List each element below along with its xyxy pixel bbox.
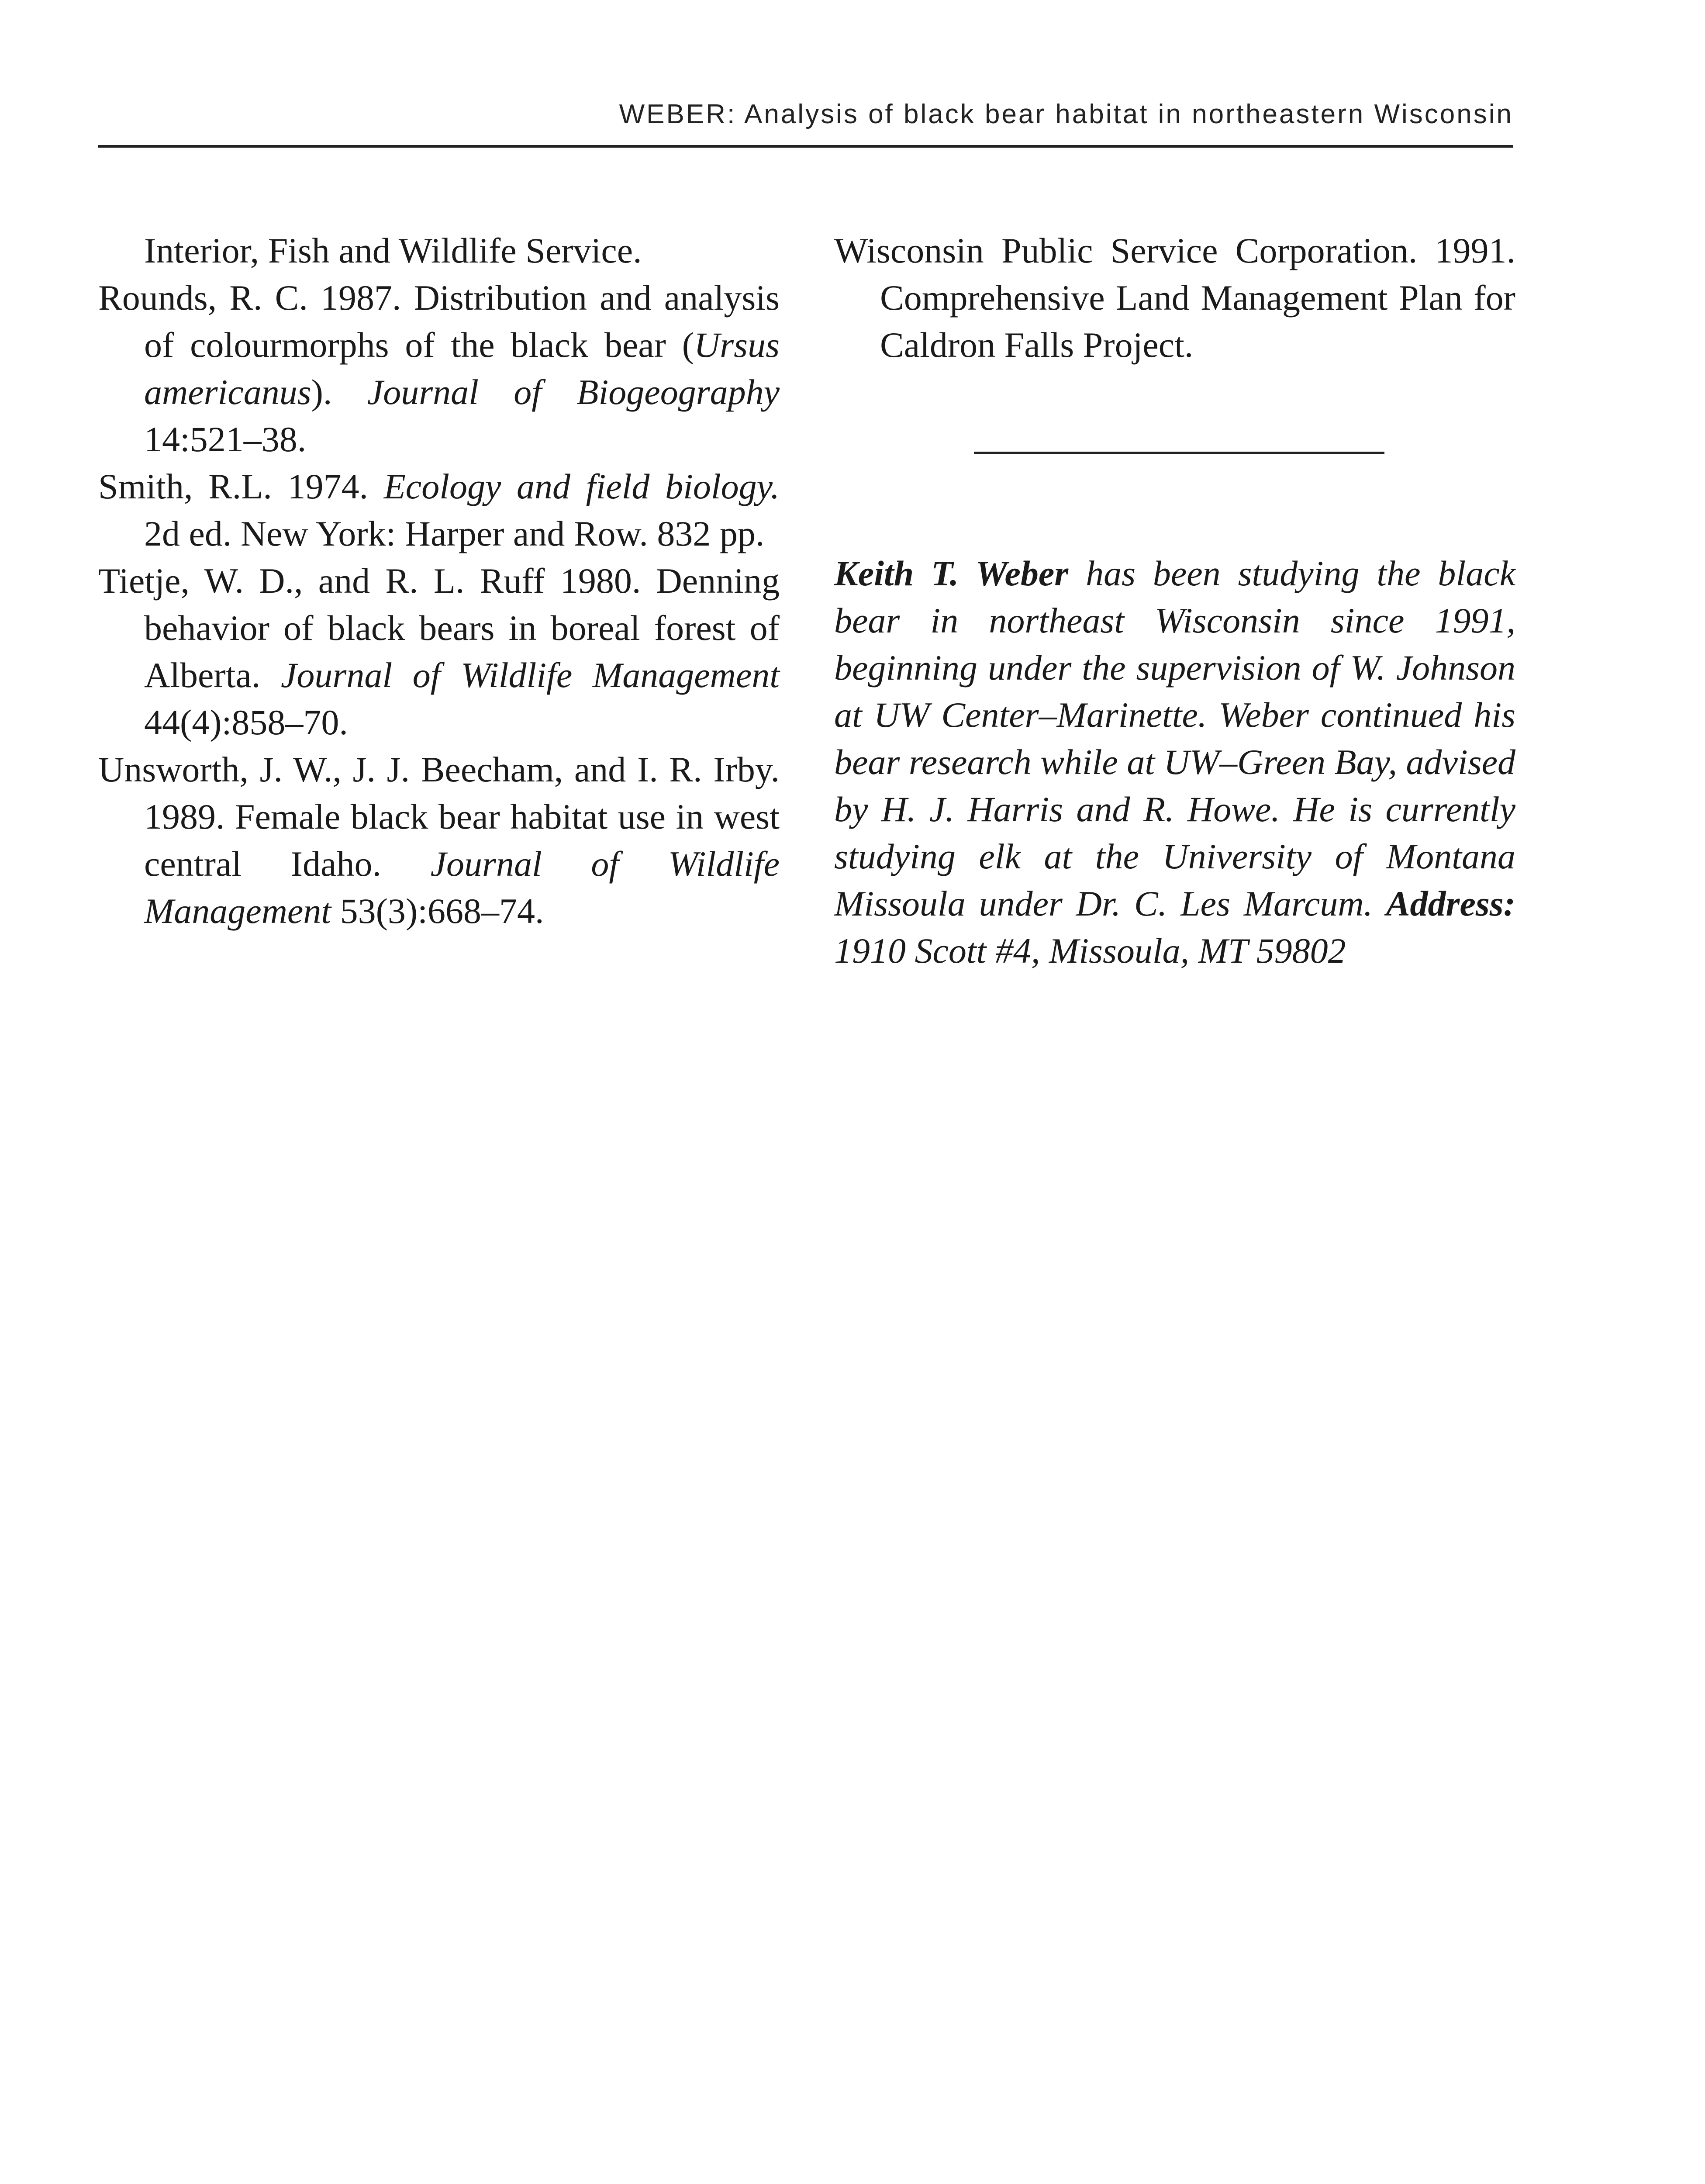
header-rule [98,145,1513,148]
reference-rounds-journal: Journal of Biogeography [367,372,780,412]
section-divider [974,452,1384,454]
author-address: 1910 Scott #4, Missoula, MT 59802 [834,931,1346,971]
reference-unsworth [98,746,780,935]
references-right-column [834,227,1515,975]
running-head: WEBER: Analysis of black bear habitat in northeastern Wisconsin [619,99,1513,129]
address-label: Address: [1386,884,1515,923]
reference-tietje-post: 44(4):858–70. [144,702,348,742]
reference-tietje-pre: Tietje, W. D., and R. L. Ruff 1980. Denning behavior of black bears in boreal forest of Alberta. [98,561,780,695]
reference-rounds-post: 14:521–38. [144,419,307,459]
author-name: Keith T. Weber [834,553,1069,593]
reference-smith-post: 2d ed. New York: Harper and Row. 832 pp. [144,514,765,553]
reference-unsworth-journal: Journal of Wildlife Management [144,844,780,931]
reference-unsworth-pre: Unsworth, J. W., J. J. Beecham, and I. R. Irby. 1989. Female black bear habitat use in west central Idaho. [98,750,780,884]
reference-rounds-mid: ). [311,372,367,412]
reference-smith-title: Ecology and field biology. [383,467,780,506]
references-left-column [98,227,780,935]
author-bio-text: has been studying the black bear in northeast Wisconsin since 1991, beginning under the supervision of W. Johnson at UW Center–Marinette. Weber continued his bear research while at UW–Green Bay, advised by H. J. Harris and R. Howe. He is currently studying elk at the University of Montana Missoula under Dr. C. Les Marcum. [834,553,1515,923]
reference-smith-pre: Smith, R.L. 1974. [98,467,384,506]
reference-rounds-pre: Rounds, R. C. 1987. Distribution and analysis of colourmorphs of the black bear ( [98,278,780,365]
author-bio [834,550,1515,975]
reference-rounds [98,274,780,463]
reference-unsworth-post: 53(3):668–74. [331,891,544,931]
reference-tietje-journal: Journal of Wildlife Management [281,655,780,695]
reference-rounds-species: Ursus americanus [144,325,780,412]
reference-wps: Wisconsin Public Service Corporation. 1991. Comprehensive Land Management Plan for Caldron Falls Project. [834,231,1515,365]
reference-smith [98,463,780,557]
reference-continuation: Interior, Fish and Wildlife Service. [144,231,642,270]
reference-tietje [98,557,780,746]
